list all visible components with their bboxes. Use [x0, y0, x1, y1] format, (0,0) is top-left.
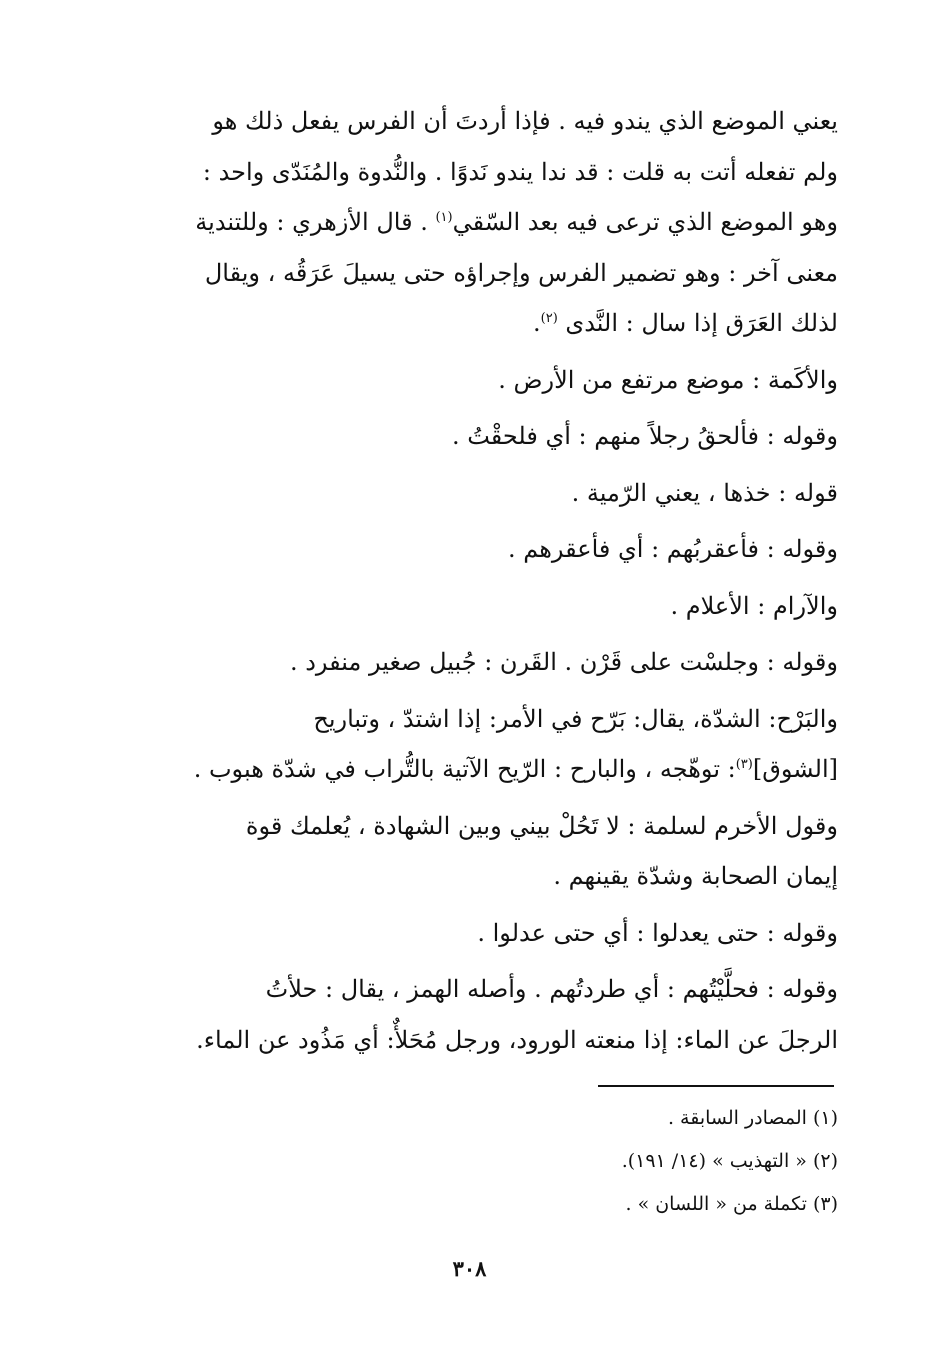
text-line: وهو الموضع الذي ترعى فيه بعد السّقي: [452, 208, 838, 236]
footnotes: [200, 1097, 838, 1226]
footnote-separator: [598, 1085, 834, 1087]
paragraph-yadilu: وقوله : حتى يعدلوا : أي حتى عدلوا .: [477, 918, 838, 947]
text-line: لذلك العَرَق إذا سال : النَّدى: [565, 309, 838, 337]
paragraph-nada: [100, 96, 838, 349]
paragraph-falhaq: وقوله : فألحقُ رجلاً منهم : أي فلحقْتُ .: [451, 422, 838, 450]
text-line: إيمان الصحابة وشدّة يقينهم .: [553, 862, 838, 890]
text-line: ولم تفعله أتت به قلت : قد ندا يندو نَدوًا . والنُّدوة والمُنَدّى واحد :: [202, 157, 838, 186]
page-number: ٣٠٨: [452, 1256, 487, 1281]
text-line: : توهّجه ، والبارح : الرّيح الآتية بالتُّراب في شدّة هبوب .: [193, 755, 736, 783]
text-line: معنى آخر : وهو تضمير الفرس وإجراؤه حتى يسيلَ عَرَقُه ، ويقال: [204, 258, 838, 287]
footnote-2: (٢) « التهذيب » (١٤/ ١٩١).: [621, 1150, 838, 1172]
text-line: .: [532, 309, 541, 337]
footnote-ref-1: (١): [435, 210, 453, 225]
text-line: وقوله : فحلَّيْتُهم : أي طردتُهم . وأصله الهمز ، يقال : حلأتُ: [265, 975, 838, 1003]
paragraph-akama: والأكَمة : موضع مرتفع من الأرض .: [498, 365, 838, 394]
text-line: والبَرْح: الشدّة، يقال: بَرّح في الأمر: إذا اشتدّ ، وتباريح: [313, 704, 838, 733]
footnote-ref-3: (٣): [735, 757, 753, 772]
footnote-ref-2: (٢): [540, 311, 558, 326]
text-line: وقول الأخرم لسلمة : لا تَحُلْ بيني وبين الشهادة ، يُعلمك قوة: [245, 811, 838, 840]
paragraph-aqirbuhum: وقوله : فأعقربُهم : أي فأعقرهم .: [508, 535, 838, 563]
text-line: . قال الأزهري : وللتندية: [195, 208, 436, 236]
paragraph-barh: [100, 694, 838, 795]
main-text: [100, 96, 838, 1065]
paragraph-akhram: [100, 801, 838, 902]
paragraph-qarn: وقوله : وجلسْت على قَرْن . القَرن : جُبيل صغير منفرد .: [289, 648, 838, 676]
text-line: الرجلَ عن الماء: إذا منعته الورود، ورجل مُحَلأٌ: أي مَذُود عن الماء.: [196, 1025, 838, 1054]
footnote-1: (١) المصادر السابقة .: [667, 1107, 838, 1129]
text-line: يعني الموضع الذي يندو فيه . فإذا أردتَ أن الفرس يفعل ذلك هو: [212, 107, 838, 135]
text-line: [الشوق]: [752, 755, 838, 783]
paragraph-khudhha: قوله : خذها ، يعني الرّمية .: [571, 478, 838, 507]
paragraph-hallaytuhum: [100, 964, 838, 1065]
footnote-3: (٣) تكملة من « اللسان » .: [625, 1193, 838, 1215]
paragraph-aram: والآرام : الأعلام .: [670, 591, 838, 620]
